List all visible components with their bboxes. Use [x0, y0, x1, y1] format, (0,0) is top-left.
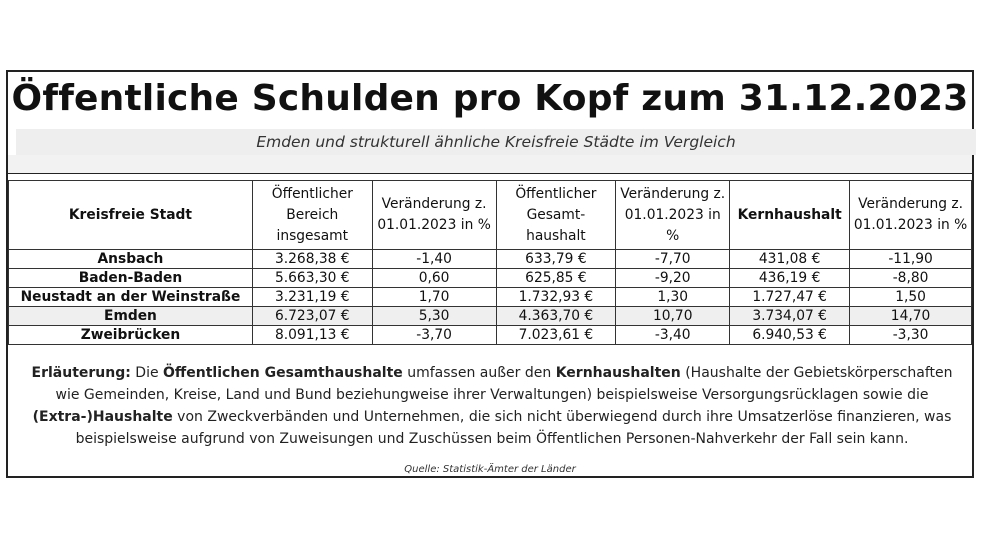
note-term: (Extra-)Haushalte — [32, 409, 173, 425]
table-row — [9, 288, 972, 307]
city-cell: Ansbach — [9, 250, 253, 269]
city-cell: Emden — [9, 307, 253, 326]
value-cell: 633,79 € — [496, 250, 616, 269]
value-cell: 1.727,47 € — [730, 288, 850, 307]
value-cell: -11,90 — [850, 250, 972, 269]
subtitle-band — [8, 155, 972, 173]
divider — [8, 173, 972, 174]
value-cell: 7.023,61 € — [496, 326, 616, 345]
note-text: von Zweckverbänden und Unternehmen, die sich nicht überwiegend durch ihre Umsatzerlöse finanzieren, was beispielsweise aufgrund von Zuweisungen und Zuschüssen beim Öffentlichen Personen-Nahverkehr der Fall sein kann. — [75, 409, 952, 447]
note-text: (Haushalte der Gebietskörperschaften wie Gemeinden, Kreise, Land und Bund beziehungweise ihrer Verwaltungen) beispielsweise Versorgungsrücklagen sowie die — [55, 365, 953, 403]
table-header-row — [9, 181, 972, 250]
column-header-public-sector: Öffentlicher Bereich insgesamt — [252, 181, 372, 250]
value-cell: 6.723,07 € — [252, 307, 372, 326]
table-row — [9, 326, 972, 345]
column-header-change-core-budget: Veränderung z. 01.01.2023 in % — [850, 181, 972, 250]
value-cell: -1,40 — [372, 250, 496, 269]
column-header-total-budget: Öffentlicher Gesamt-haushalt — [496, 181, 616, 250]
value-cell: 1.732,93 € — [496, 288, 616, 307]
column-header-city: Kreisfreie Stadt — [9, 181, 253, 250]
value-cell: 3.734,07 € — [730, 307, 850, 326]
source-note: Quelle: Statistik-Ämter der Länder — [404, 464, 576, 475]
city-cell: Neustadt an der Weinstraße — [9, 288, 253, 307]
value-cell: -9,20 — [616, 269, 730, 288]
value-cell: 436,19 € — [730, 269, 850, 288]
value-cell: 3.231,19 € — [252, 288, 372, 307]
value-cell: 1,50 — [850, 288, 972, 307]
table-row-highlighted — [9, 307, 972, 326]
value-cell: 5.663,30 € — [252, 269, 372, 288]
note-term: Kernhaushalten — [555, 365, 681, 381]
value-cell: -3,30 — [850, 326, 972, 345]
note-label: Erläuterung: — [31, 365, 131, 381]
note-text: Die — [130, 365, 164, 381]
value-cell: -8,80 — [850, 269, 972, 288]
value-cell: 1,30 — [616, 288, 730, 307]
value-cell: 431,08 € — [730, 250, 850, 269]
value-cell: -3,40 — [616, 326, 730, 345]
note-text: umfassen außer den — [402, 365, 556, 381]
value-cell: -3,70 — [372, 326, 496, 345]
infographic-frame — [6, 70, 974, 478]
city-cell: Zweibrücken — [9, 326, 253, 345]
table-row — [9, 269, 972, 288]
value-cell: 10,70 — [616, 307, 730, 326]
table-row — [9, 250, 972, 269]
value-cell: 4.363,70 € — [496, 307, 616, 326]
debt-table — [8, 180, 972, 345]
value-cell: 8.091,13 € — [252, 326, 372, 345]
value-cell: 1,70 — [372, 288, 496, 307]
value-cell: 625,85 € — [496, 269, 616, 288]
page-title: Öffentliche Schulden pro Kopf zum 31.12.2023 — [11, 78, 969, 119]
value-cell: 6.940,53 € — [730, 326, 850, 345]
explanation-note — [22, 362, 962, 450]
value-cell: 3.268,38 € — [252, 250, 372, 269]
column-header-change-total-budget: Veränderung z. 01.01.2023 in % — [616, 181, 730, 250]
column-header-core-budget: Kernhaushalt — [730, 181, 850, 250]
city-cell: Baden-Baden — [9, 269, 253, 288]
value-cell: 0,60 — [372, 269, 496, 288]
note-term: Öffentlichen Gesamthaushalte — [163, 365, 403, 381]
value-cell: 14,70 — [850, 307, 972, 326]
value-cell: -7,70 — [616, 250, 730, 269]
subtitle: Emden und strukturell ähnliche Kreisfreie Städte im Vergleich — [16, 129, 976, 155]
value-cell: 5,30 — [372, 307, 496, 326]
column-header-change-public-sector: Veränderung z. 01.01.2023 in % — [372, 181, 496, 250]
